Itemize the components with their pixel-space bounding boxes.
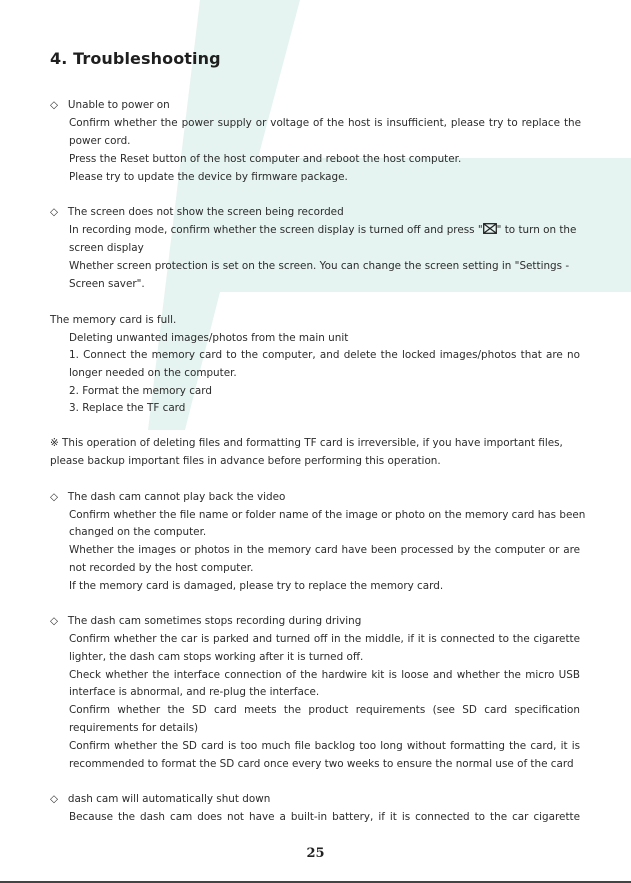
bullet-diamond-icon: ◇ [50, 491, 58, 503]
section-title: The dash cam sometimes stops recording during driving [67, 615, 362, 627]
note-line: please backup important files in advance before performing this operation. [50, 455, 441, 467]
note-line [50, 434, 580, 452]
bullet-diamond-icon: ◇ [50, 206, 58, 218]
paragraph-line: not recorded by the host computer. [69, 562, 254, 574]
paragraph-line: Whether screen protection is set on the screen. You can change the screen setting in "Settings - [69, 260, 570, 272]
paragraph-line: 3. Replace the TF card [69, 402, 186, 414]
paragraph-line [69, 221, 576, 239]
page-number: 25 [306, 846, 325, 861]
section-stops [50, 612, 361, 630]
paragraph-line: lighter, the dash cam stops working after it is turned off. [69, 651, 364, 663]
paragraph-line: Confirm whether the power supply or voltage of the host is insufficient, please try to replace the [69, 117, 581, 129]
paragraph-line: Press the Reset button of the host computer and reboot the host computer. [69, 153, 462, 165]
section-memory-title: The memory card is full. [50, 314, 177, 326]
page-title: 4. Troubleshooting [50, 49, 221, 68]
paragraph-line: screen display [69, 242, 144, 254]
section-screen [50, 203, 344, 221]
paragraph-line: Confirm whether the car is parked and turned off in the middle, if it is connected to the cigarette [69, 633, 580, 645]
bullet-diamond-icon: ◇ [50, 99, 58, 111]
paragraph-line: interface is abnormal, and re-plug the interface. [69, 686, 320, 698]
text-segment: " to turn on the [496, 224, 577, 236]
paragraph-line: requirements for details) [69, 722, 199, 734]
note-text: This operation of deleting files and formatting TF card is irreversible, if you have important files, [62, 437, 563, 449]
paragraph-line: Whether the images or photos in the memory card have been processed by the computer or are [69, 544, 580, 556]
paragraph-line: If the memory card is damaged, please try to replace the memory card. [69, 580, 444, 592]
screen-off-icon [483, 222, 497, 233]
section-title: The dash cam cannot play back the video [67, 491, 286, 503]
paragraph-line: longer needed on the computer. [69, 367, 237, 379]
paragraph-line: Please try to update the device by firmware package. [69, 171, 348, 183]
paragraph-line: Confirm whether the file name or folder name of the image or photo on the memory card has been [69, 509, 586, 521]
section-power [50, 96, 170, 114]
section-title: Unable to power on [67, 99, 170, 111]
text-segment: In recording mode, confirm whether the screen display is turned off and press " [69, 224, 483, 236]
paragraph-line: Confirm whether the SD card meets the product requirements (see SD card specification [69, 704, 580, 716]
paragraph-line: 2. Format the memory card [69, 385, 212, 397]
bullet-diamond-icon: ◇ [50, 615, 58, 627]
paragraph-line: changed on the computer. [69, 526, 207, 538]
note-symbol-icon: ※ [50, 437, 59, 449]
paragraph-line: recommended to format the SD card once every two weeks to ensure the normal use of the card [69, 758, 574, 770]
section-title: The screen does not show the screen being recorded [67, 206, 344, 218]
paragraph-line: Deleting unwanted images/photos from the main unit [69, 332, 349, 344]
bullet-diamond-icon: ◇ [50, 793, 58, 805]
section-title: dash cam will automatically shut down [67, 793, 271, 805]
paragraph-line: power cord. [69, 135, 131, 147]
paragraph-line: Because the dash cam does not have a built-in battery, if it is connected to the car cigarette [69, 811, 580, 823]
section-shutdown [50, 790, 270, 808]
section-playback [50, 488, 285, 506]
paragraph-line: Screen saver". [69, 278, 145, 290]
paragraph-line: Confirm whether the SD card is too much file backlog too long without formatting the card, it is [69, 740, 580, 752]
paragraph-line: 1. Connect the memory card to the computer, and delete the locked images/photos that are no [69, 349, 580, 361]
paragraph-line: Check whether the interface connection of the hardwire kit is loose and whether the micro USB [69, 669, 580, 681]
